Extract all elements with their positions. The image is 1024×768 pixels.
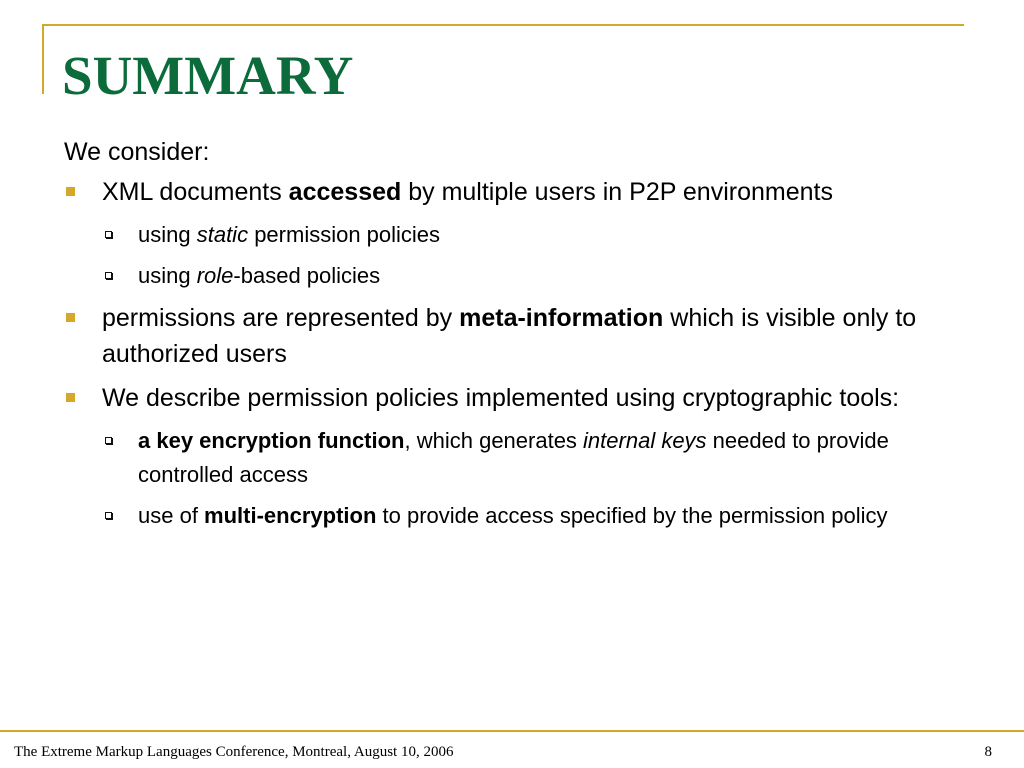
bullet-text-bold: accessed: [288, 178, 402, 206]
page-number: 8: [984, 744, 992, 760]
square-bullet-icon: [66, 187, 75, 196]
slide-title: SUMMARY: [62, 45, 354, 106]
square-bullet-icon: [66, 393, 75, 402]
sub-bullet-text-italic: static: [196, 222, 249, 247]
square-bullet-icon: [66, 313, 75, 322]
bullet-text-bold: meta-information: [459, 304, 664, 332]
sub-bullet-text-pre: using: [138, 263, 197, 288]
intro-text: We consider:: [64, 138, 210, 166]
bullet-text-post: by multiple users in P2P environments: [401, 178, 833, 206]
bullet-item: [64, 380, 964, 416]
sub-bullet-item: [64, 259, 964, 293]
sub-bullet-item: [64, 218, 964, 252]
footer-text: The Extreme Markup Languages Conference, Montreal, August 10, 2006: [14, 744, 454, 760]
slide-body: [64, 134, 964, 540]
bullet-text-pre: XML documents: [102, 178, 289, 206]
title-frame-top-rule: [42, 24, 964, 26]
sub-bullet-item: [64, 499, 964, 533]
sub-bullet-text-post: needed to provide controlled access: [138, 428, 889, 487]
bullet-text: We describe permission policies implemented using cryptographic tools:: [102, 384, 900, 412]
footer-rule: [0, 730, 1024, 732]
hollow-square-bullet-icon: [105, 512, 112, 519]
sub-bullet-text-italic: internal keys: [583, 428, 707, 453]
sub-bullet-text-post: permission policies: [248, 222, 441, 247]
sub-bullet-text-bold: multi-encryption: [204, 503, 377, 528]
title-frame-left-rule: [42, 24, 44, 94]
sub-bullet-text-pre: use of: [138, 503, 205, 528]
sub-bullet-text-mid: , which generates: [404, 428, 584, 453]
sub-bullet-text-pre: using: [138, 222, 197, 247]
sub-bullet-text-bold: a key encryption function: [138, 428, 405, 453]
bullet-text-post: which is visible only to authorized users: [102, 304, 917, 368]
hollow-square-bullet-icon: [105, 437, 112, 444]
bullet-item: [64, 174, 964, 210]
bullet-text-pre: permissions are represented by: [102, 304, 460, 332]
sub-bullet-text-post: -based policies: [233, 263, 381, 288]
sub-bullet-item: [64, 424, 964, 492]
sub-bullet-text-post: to provide access specified by the permission policy: [376, 503, 888, 528]
sub-bullet-text-italic: role: [196, 263, 234, 288]
hollow-square-bullet-icon: [105, 231, 112, 238]
bullet-item: [64, 300, 964, 372]
hollow-square-bullet-icon: [105, 272, 112, 279]
